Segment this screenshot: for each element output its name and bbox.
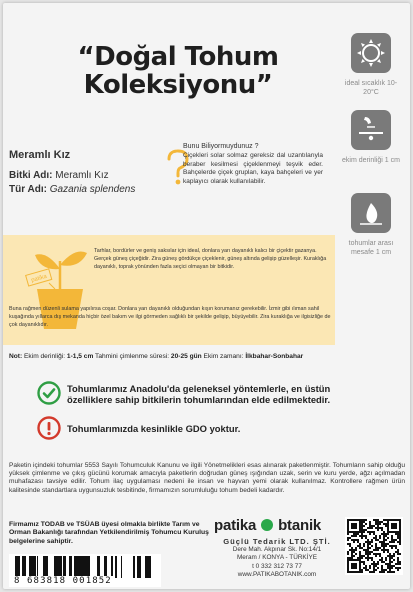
qr-code[interactable] (345, 517, 403, 575)
plant-name-label: Bitki Adı: (9, 170, 53, 181)
did-you-know-text: Çiçekleri solar solmaz gereksiz dal uzantılarıyla beraber kesilmesi çiçeklenmeyi teşvik eder. Bahçelerde çiçek gruplan, kaya bahçeleri ve yer kaplayıcı olarak kullanılabilir. (183, 152, 323, 185)
company-website: www.PATIKABOTANIK.com (237, 570, 317, 578)
description-text-2: Buna rağmen düzenli sulama yapılırsa coşar. Donlara yarı dayanıklı olduğundan kışın korumanız gerekebilir. İzmir gibi ılıman sahil kuşağında yıllarca dış mekanda hiçbir özel bakım ve ilgi görmeden sağlıklı bir şekilde gelişip, büyüyebilir. Zira kuraklığa ve ilgisizliğe de çok dayanıklıdır. (9, 306, 331, 329)
company-address-2: Meram / KONYA - TÜRKİYE (236, 554, 318, 562)
sun-icon (356, 38, 386, 68)
barcode-number: 8 683818 001852 (14, 576, 112, 586)
did-you-know-title: Bunu Biliyormuydunuz ? (183, 143, 259, 150)
species-row (9, 184, 135, 195)
company-info (217, 538, 337, 579)
description-band (3, 235, 335, 345)
feature-depth-label: ekim derinliği 1 cm (342, 157, 400, 164)
company-phone: t 0 332 312 73 77 (252, 562, 302, 570)
brand-logo: patika btanik (214, 517, 322, 534)
feature-spacing (341, 193, 401, 257)
seed-spacing-icon (356, 198, 386, 228)
feature-depth (341, 110, 401, 165)
description-text-1: Tarhlar, bordürler ve geniş saksılar için ideal, donlara yarı dayanıklı kalıcı bir çiçektir gazanya. Gerçek güneş çiçeğidir. Zira güneş gördükçe çiçeklenir, güneş altında gelişip güzelleşir. Kuraklığa dayanıklı, toprak yönünden fazla seçici olmayan bir bitkidir. (94, 248, 327, 271)
company-address-1: Dere Mah. Akpınar Sk. No:14/1 (232, 546, 322, 554)
traditional-seed-claim: Tohumlarımız Anadolu'da geleneksel yöntemlerle, en üstün özelliklere sahip bitkilerin tohumlarından elde edilmektedir. (67, 383, 331, 405)
planting-depth-icon (356, 115, 386, 145)
feature-spacing-label: tohumlar arası mesafe 1 cm (348, 240, 394, 256)
no-gmo-claim: Tohumlarımızda kesinlikle GDO yoktur. (67, 423, 241, 434)
feature-temperature (341, 33, 401, 97)
legal-notice: Paketin içindeki tohumlar 5553 Sayılı Tohumculuk Kanunu ve ilgili Yönetmelikleri esas alınarak paketlenmiştir. Tohumların sahip olduğu yüksek çimlenme ve çıkış gücünü korumak amacıyla paketlerin doğrudan güneş ışığından uzak, serin ve kuru yerde, ağzı açılmadan muhafazası tavsiye edilir. Tohum ilaç uygulaması nedeni ile insan ve hayvan yemi olarak kullanılmaz. Kontrollere rağmen ürün kalitesinde standartlara uygunsuzluk tesbitinde, firmamızın sorumluluğu tohum bedeli kadardır. (9, 462, 405, 494)
species-label: Tür Adı: (9, 184, 47, 195)
warning-circle-icon (37, 416, 61, 440)
pot-tag-text: patika (30, 273, 48, 284)
company-name: Güçlü Tedarik LTD. ŞTİ. (223, 537, 331, 546)
barcode-bars (13, 556, 157, 578)
membership-statement: Firmamız TODAB ve TSÜAB üyesi olmakla birlikte Tarım ve Orman Bakanlığı tarafından Yetkilendirilmiş Tohumcu Kuruluş belgelerine sahiptir. (9, 521, 209, 545)
check-circle-icon (37, 381, 61, 405)
leaf-dot-icon (261, 519, 273, 531)
seed-packet-back (3, 3, 410, 589)
collection-title: “Doğal Tohum Koleksiyonu” (77, 42, 279, 100)
feature-temperature-label: ideal sıcaklık 10-20°C (344, 80, 398, 96)
product-name: Meramlı Kız (9, 149, 71, 161)
species-value: Gazania splendens (49, 184, 136, 195)
plant-name-row (9, 170, 109, 181)
barcode (9, 554, 161, 587)
plant-name-value: Meramlı Kız (55, 170, 109, 181)
sowing-note: Not: Ekim derinliği: 1-1,5 cm Tahmini çimlenme süresi: 20-25 gün Ekim zamanı: İlkbahar-Sonbahar (9, 353, 304, 360)
